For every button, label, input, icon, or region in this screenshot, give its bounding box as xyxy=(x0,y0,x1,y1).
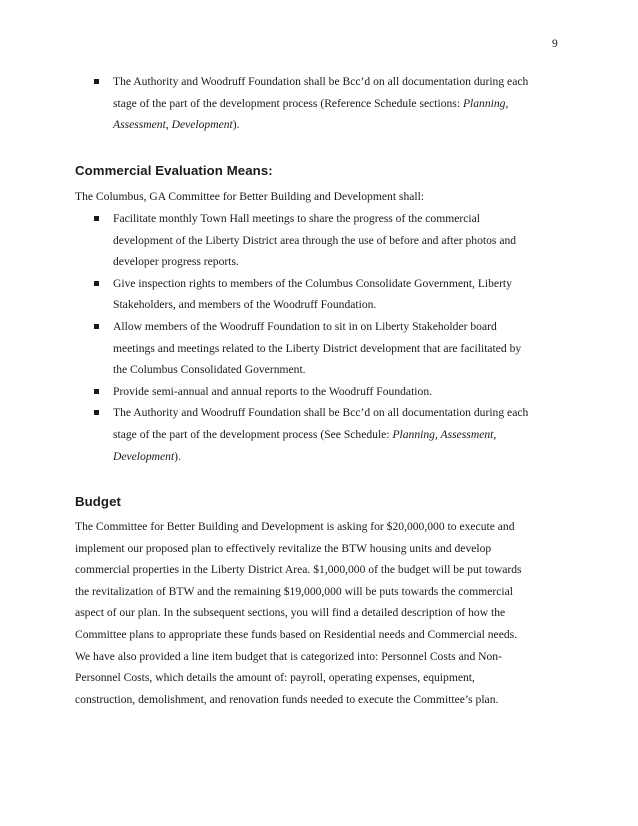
square-bullet-icon xyxy=(94,281,99,286)
bullet-line-text: ). xyxy=(174,449,181,463)
bullet-line: The Authority and Woodruff Foundation shall be Bcc’d on all documentation during each xyxy=(113,75,529,88)
bullet-line xyxy=(113,424,565,446)
bullet-line: Facilitate monthly Town Hall meetings to share the progress of the commercial xyxy=(113,212,480,225)
bullet-line: the Columbus Consolidated Government. xyxy=(113,363,306,377)
italic-text: Planning, xyxy=(462,96,509,110)
square-bullet-icon xyxy=(94,389,99,394)
paragraph-line: implement our proposed plan to effectively revitalize the BTW housing units and develop xyxy=(75,541,492,555)
bullet-line: developer progress reports. xyxy=(113,255,239,269)
paragraph-line: Committee plans to appropriate these funds based on Residential needs and Commercial needs. xyxy=(75,627,518,641)
paragraph-line: We have also provided a line item budget that is categorized into: Personnel Costs and Non- xyxy=(75,649,502,663)
paragraph-line: The Committee for Better Building and Development is asking for $20,000,000 to execute and xyxy=(75,520,515,533)
bullet-line xyxy=(113,446,565,468)
bullet-line: Give inspection rights to members of the Columbus Consolidate Government, Liberty xyxy=(113,276,512,290)
bullet-line xyxy=(113,93,565,115)
bullet-line: The Authority and Woodruff Foundation shall be Bcc’d on all documentation during each xyxy=(113,406,529,420)
list-item xyxy=(75,273,565,316)
paragraph-line: construction, demolishment, and renovation funds needed to execute the Committee’s plan. xyxy=(75,692,499,706)
square-bullet-icon xyxy=(94,216,99,221)
commercial-bullet-list xyxy=(75,208,565,467)
bullet-line: Stakeholders, and members of the Woodruff Foundation. xyxy=(113,298,377,312)
list-item xyxy=(75,71,565,136)
square-bullet-icon xyxy=(94,79,99,84)
list-item xyxy=(75,402,565,467)
paragraph-line: commercial properties in the Liberty District Area. $1,000,000 of the budget will be put towards xyxy=(75,563,522,577)
italic-text: Assessment, Development xyxy=(113,118,233,132)
bullet-line-text: stage of the part of the development process (See Schedule: xyxy=(113,427,393,441)
top-bullet-list xyxy=(75,71,565,136)
bullet-line-text: ). xyxy=(232,118,240,132)
paragraph-line: aspect of our plan. In the subsequent sections, you will find a detailed description of how the xyxy=(75,606,506,620)
italic-text: Planning, Assessment, xyxy=(392,427,497,441)
bullet-line: development of the Liberty District area through the use of before and after photos and xyxy=(113,233,517,247)
paragraph-line: the revitalization of BTW and the remaining $19,000,000 will be puts towards the commercial xyxy=(75,584,513,598)
bullet-line xyxy=(113,114,565,136)
square-bullet-icon xyxy=(94,410,99,415)
square-bullet-icon xyxy=(94,324,99,329)
list-item xyxy=(75,208,565,273)
bullet-line: meetings and meetings related to the Liberty District development that are facilitated by xyxy=(113,341,522,355)
list-item xyxy=(75,316,565,381)
italic-text: Development xyxy=(113,449,175,463)
paragraph-line: Personnel Costs, which details the amount of: payroll, operating expenses, equipment, xyxy=(75,671,475,685)
bullet-line: Allow members of the Woodruff Foundation to sit in on Liberty Stakeholder board xyxy=(113,319,497,333)
commercial-intro: The Columbus, GA Committee for Better Building and Development shall: xyxy=(75,190,425,203)
budget-paragraph xyxy=(75,516,565,710)
page-number: 9 xyxy=(552,38,558,50)
bullet-line: Provide semi-annual and annual reports to the Woodruff Foundation. xyxy=(113,384,433,398)
budget-heading: Budget xyxy=(75,494,122,509)
commercial-heading: Commercial Evaluation Means: xyxy=(75,163,273,178)
list-item xyxy=(75,381,565,403)
bullet-line-text: stage of the part of the development process (Reference Schedule sections: xyxy=(113,96,463,110)
